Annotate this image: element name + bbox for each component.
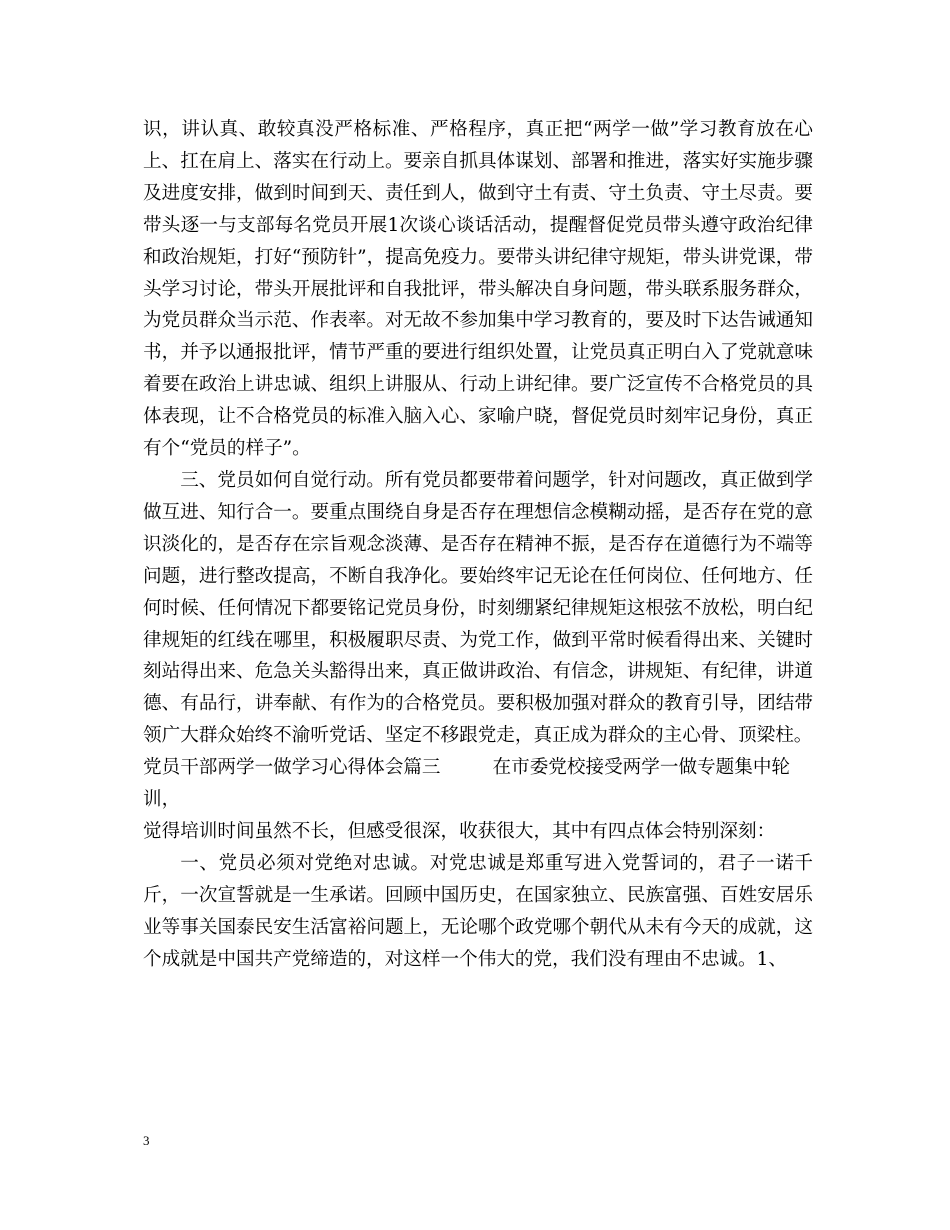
article-title: 党员干部两学一做学习心得体会篇三 — [143, 757, 441, 779]
article-lead-continuation: 觉得培训时间虽然不长，但感受很深，收获很大，其中有四点体会特别深刻： — [143, 820, 776, 842]
page-number: 3 — [143, 1133, 150, 1148]
article-lead-first: 在市委党校接受两学一做专题集中轮训， — [143, 757, 791, 811]
paragraph-continuation: 识，讲认真、敢较真没严格标准、严格程序，真正把“两学一做”学习教育放在心上、扛在肩上、落实在行动上。要亲自抓具体谋划、部署和推进，落实好实施步骤及进度安排，做到时间到天、责任到人，做到守土有责、守土负责、守土尽责。要带头逐一与支部每名党员开展1次谈心谈话活动，提醒督促党员带头遵守政治纪律和政治规矩，打好“预防针”，提高免疫力。要带头讲纪律守规矩，带头讲党课，带头学习讨论，带头开展批评和自我批评，带头解决自身问题，带头联系服务群众，为党员群众当示范、作表率。对无故不参加集中学习教育的，要及时下达告诫通知书，并予以通报批评，情节严重的要进行组织处置，让党员真正明白入了党就意味着要在政治上讲忠诚、组织上讲服从、行动上讲纪律。要广泛宣传不合格党员的具体表现，让不合格党员的标准入脑入心、家喻户晓，督促党员时刻牢记身份，真正有个“党员的样子”。 — [143, 119, 813, 460]
document-body — [143, 114, 813, 975]
paragraph-section-one: 一、党员必须对党绝对忠诚。对党忠诚是郑重写进入党誓词的，君子一诺千斤，一次宣誓就是一生承诺。回顾中国历史，在国家独立、民族富强、百姓安居乐业等事关国泰民安生活富裕问题上，无论哪个政党哪个朝代从未有今天的成就，这个成就是中国共产党缔造的，对这样一个伟大的党，我们没有理由不忠诚。1、 — [143, 852, 813, 970]
paragraph-section-three: 三、党员如何自觉行动。所有党员都要带着问题学，针对问题改，真正做到学做互进、知行合一。要重点围绕自身是否存在理想信念模糊动摇，是否存在党的意识淡化的，是否存在宗旨观念淡薄、是否存在精神不振，是否存在道德行为不端等问题，进行整改提高，不断自我净化。要始终牢记无论在任何岗位、任何地方、任何时候、任何情况下都要铭记党员身份，时刻绷紧纪律规矩这根弦不放松，明白纪律规矩的红线在哪里，积极履职尽责、为党工作，做到平常时候看得出来、关键时刻站得出来、危急关头豁得出来，真正做讲政治、有信念，讲规矩、有纪律，讲道德、有品行，讲奉献、有作为的合格党员。要积极加强对群众的教育引导，团结带领广大群众始终不渝听党话、坚定不移跟党走，真正成为群众的主心骨、顶梁柱。 — [143, 469, 813, 747]
article-heading-line — [143, 752, 813, 816]
